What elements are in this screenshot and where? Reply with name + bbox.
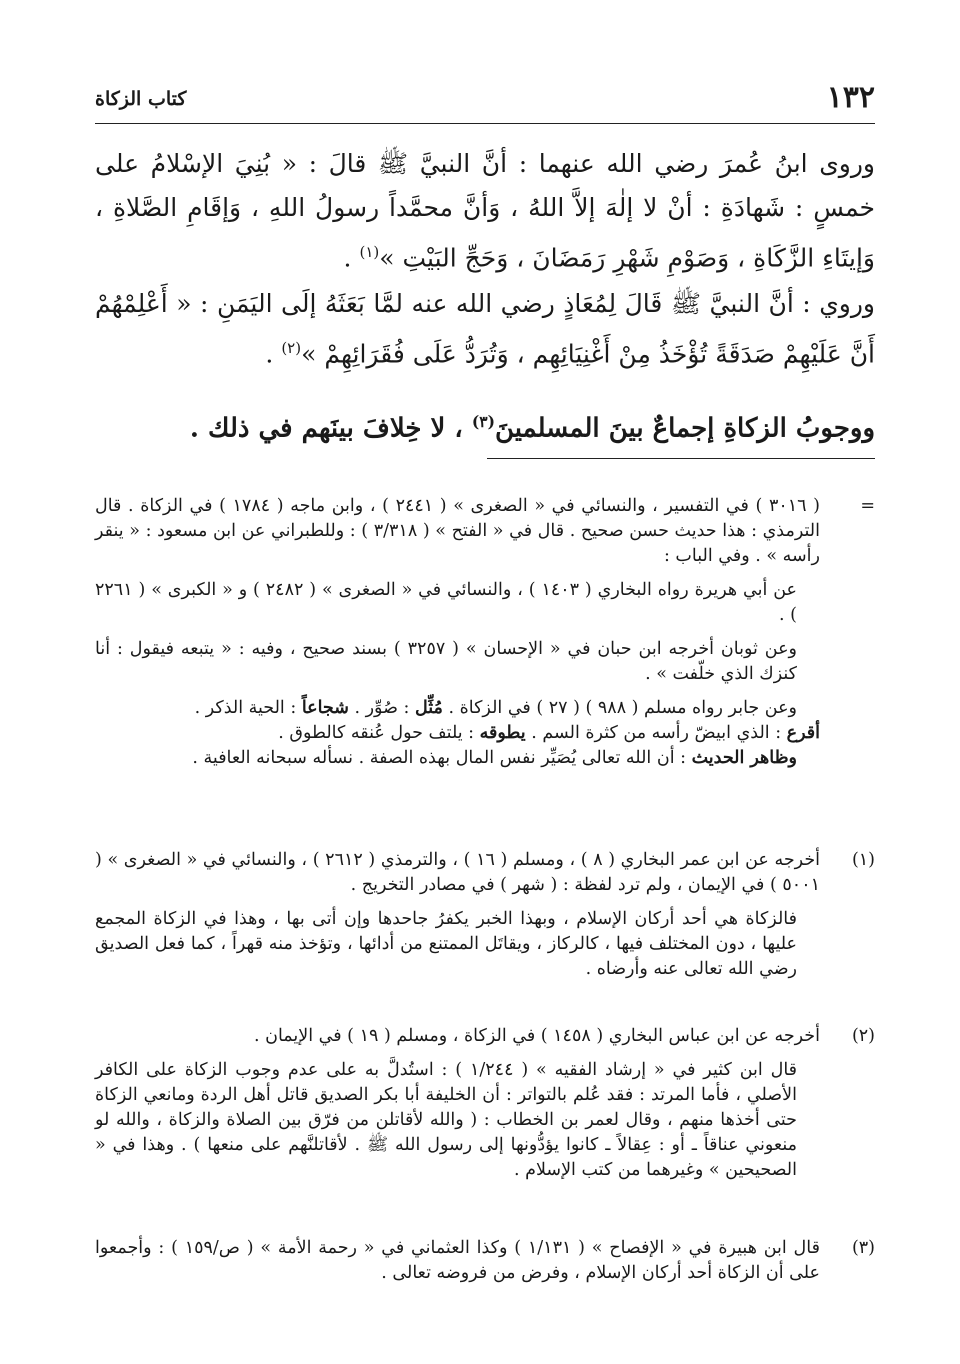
consensus-end: ، لا خِلافَ بينَهم في ذلك . bbox=[189, 413, 472, 444]
paragraph-end: . bbox=[265, 339, 282, 369]
footnote-text: ( ٣٠١٦ ) في التفسير ، والنسائي في « الصغرى » ( ٢٤٤١ ) ، وابن ماجه ( ١٧٨٤ ) في الزكاة . قال الترمذي : هذا حديث حسن صحيح . قال في « الفتح » ( ٣/٣١٨ ) : وللطبراني عن ابن مسعود : « ينقر رأسه » . وفي الباب : bbox=[95, 496, 821, 566]
footnote-text bbox=[95, 746, 797, 771]
gloss-definition: : يلتف حول عُنقه كالطوق . bbox=[278, 723, 480, 743]
footnote-text bbox=[95, 696, 797, 721]
footnote-1-marker: (١) bbox=[851, 850, 875, 870]
footnote-3-marker: (٣) bbox=[851, 1238, 875, 1258]
footnote-ref-1[interactable]: (١) bbox=[359, 243, 380, 261]
gloss-definition: : الحية الذكر . bbox=[194, 698, 302, 718]
footnote-separator bbox=[487, 458, 875, 459]
hadith-ibn-umar-paragraph bbox=[95, 142, 875, 280]
gloss-definition: : الذي ابيضّ رأسه من كثرة السم . bbox=[531, 723, 787, 743]
gloss-definition: : أن الله تعالى يُصَيِّر نفس المال بهذه الصفة . نسأله سبحانه العافية . bbox=[192, 748, 692, 768]
footnote-2-marker: (٢) bbox=[851, 1026, 875, 1046]
footnote-text bbox=[95, 721, 820, 746]
gloss-term: يطوقه bbox=[479, 723, 526, 743]
footnote-text: قال ابن كثير في « إرشاد الفقيه » ( ١/٢٤٤ ) : استُدلَّ به على عدم وجوب الزكاة على الكافر الأصلي ، فأما المرتد : فقد عُلم بالتواتر : أن الخليفة أبا بكر الصديق قاتل أهل الردة ومانعي الزكاة حتى أخذها منهم ، وقال لعمر بن الخطاب : ( والله لأقاتلن من فرّق بين الصلاة والزكاة ، والله لو منعوني عناقاً ـ أو : عِقالاً ـ كانوا يؤدُّونها إلى رسول الله ﷺ . لأقاتلنَّهم على منعها ) . وهذا في « الصحيحين » وغيرهما من كتب الإسلام . bbox=[95, 1060, 798, 1180]
footnote-3 bbox=[95, 1236, 875, 1286]
running-title: كتاب الزكاة bbox=[95, 88, 187, 110]
page-number: ١٣٢ bbox=[826, 80, 875, 115]
footnote-text: قال ابن هبيرة في « الإفصاح » ( ١/١٣١ ) وكذا العثماني في « رحمة الأمة » ( ص/١٥٩ ) : وأجمعوا على أن الزكاة أحد أركان الإسلام ، وفرض من فروضه تعالى . bbox=[95, 1238, 820, 1283]
header-rule bbox=[95, 123, 875, 124]
gloss-definition: : صُوِّر . bbox=[354, 698, 415, 718]
footnote-1 bbox=[95, 848, 875, 982]
page-header bbox=[95, 80, 875, 120]
hadith-muadh-text: وروي : أنَّ النبيَّ ﷺ قَالَ لِمُعَاذٍ رضي الله عنه لمَّا بَعَثَهُ إلَى اليَمَنِ : « أَعْلِمْهُمْ أَنَّ عَلَيْهِمْ صَدَقَةً تُؤْخَذُ مِنْ أَغْنِيَائِهِم ، وَتُرَدُّ عَلَى فُقَرَائِهِمْ » bbox=[95, 289, 875, 369]
footnote-text: وعن جابر رواه مسلم ( ٩٨٨ ) ( ٢٧ ) في الزكاة . bbox=[448, 698, 797, 718]
continuation-marker: = bbox=[860, 496, 875, 516]
gloss-term: أقرع bbox=[786, 723, 820, 743]
footnote-text: أخرجه عن ابن عباس البخاري ( ١٤٥٨ ) في الزكاة ، ومسلم ( ١٩ ) في الإيمان . bbox=[253, 1026, 820, 1046]
gloss-term: شجاعاً bbox=[301, 698, 349, 718]
gloss-term: مُثِّل bbox=[414, 698, 443, 718]
paragraph-end: . bbox=[343, 243, 360, 273]
footnote-text: عن أبي هريرة رواه البخاري ( ١٤٠٣ ) ، والنسائي في « الصغرى » ( ٢٤٨٢ ) و « الكبرى » ( ٢٢٦١ ) . bbox=[95, 580, 797, 625]
footnote-2 bbox=[95, 1024, 875, 1183]
footnote-text: فالزكاة هي أحد أركان الإسلام ، وبهذا الخبر يكفرُ جاحدها وإن أتى بها ، وهذا في الزكاة المجمع عليها ، دون المختلف فيها ، كالركاز ، ويقاتَل الممتنع من أدائها ، وتؤخذ منه قهراً ، كما فعل الصديق رضي الله تعالى عنه وأرضاه . bbox=[95, 909, 797, 979]
gloss-term: وظاهر الحديث bbox=[691, 748, 797, 768]
footnote-continuation bbox=[95, 494, 875, 771]
hadith-muadh-paragraph bbox=[95, 282, 875, 376]
footnote-ref-2[interactable]: (٢) bbox=[281, 339, 302, 357]
footnote-text: أخرجه عن ابن عمر البخاري ( ٨ ) ، ومسلم ( ١٦ ) ، والترمذي ( ٢٦١٢ ) ، والنسائي في « الصغرى » ( ٥٠٠١ ) في الإيمان ، ولم ترد لفظة : ( شهر ) في مصادر التخريج . bbox=[95, 850, 820, 895]
consensus-paragraph bbox=[95, 400, 875, 451]
hadith-ibn-umar-text: وروى ابنُ عُمرَ رضي الله عنهما : أنَّ النبيَّ ﷺ قالَ : « بُنِيَ الإسْلامُ على خمسٍ : شَهادَةِ : أنْ لا إلٰهَ إلاَّ اللهُ ، وَأنَّ محمَّداً رسولُ اللهِ ، وَإقَامِ الصَّلاةِ ، وَإيتَاءِ الزَّكَاةِ ، وَصَوْمِ شَهْرِ رَمَضَانَ ، وَحَجِّ البَيْتِ » bbox=[95, 149, 875, 273]
footnote-text: وعن ثوبان أخرجه ابن حبان في « الإحسان » ( ٣٢٥٧ ) بسند صحيح ، وفيه : « يتبعه فيقول : أنا كنزك الذي خلّفت » . bbox=[95, 639, 798, 684]
consensus-text: ووجوبُ الزكاةِ إجماعٌ بينَ المسلمينَ bbox=[495, 413, 875, 444]
footnote-ref-3[interactable]: (٣) bbox=[471, 412, 495, 431]
